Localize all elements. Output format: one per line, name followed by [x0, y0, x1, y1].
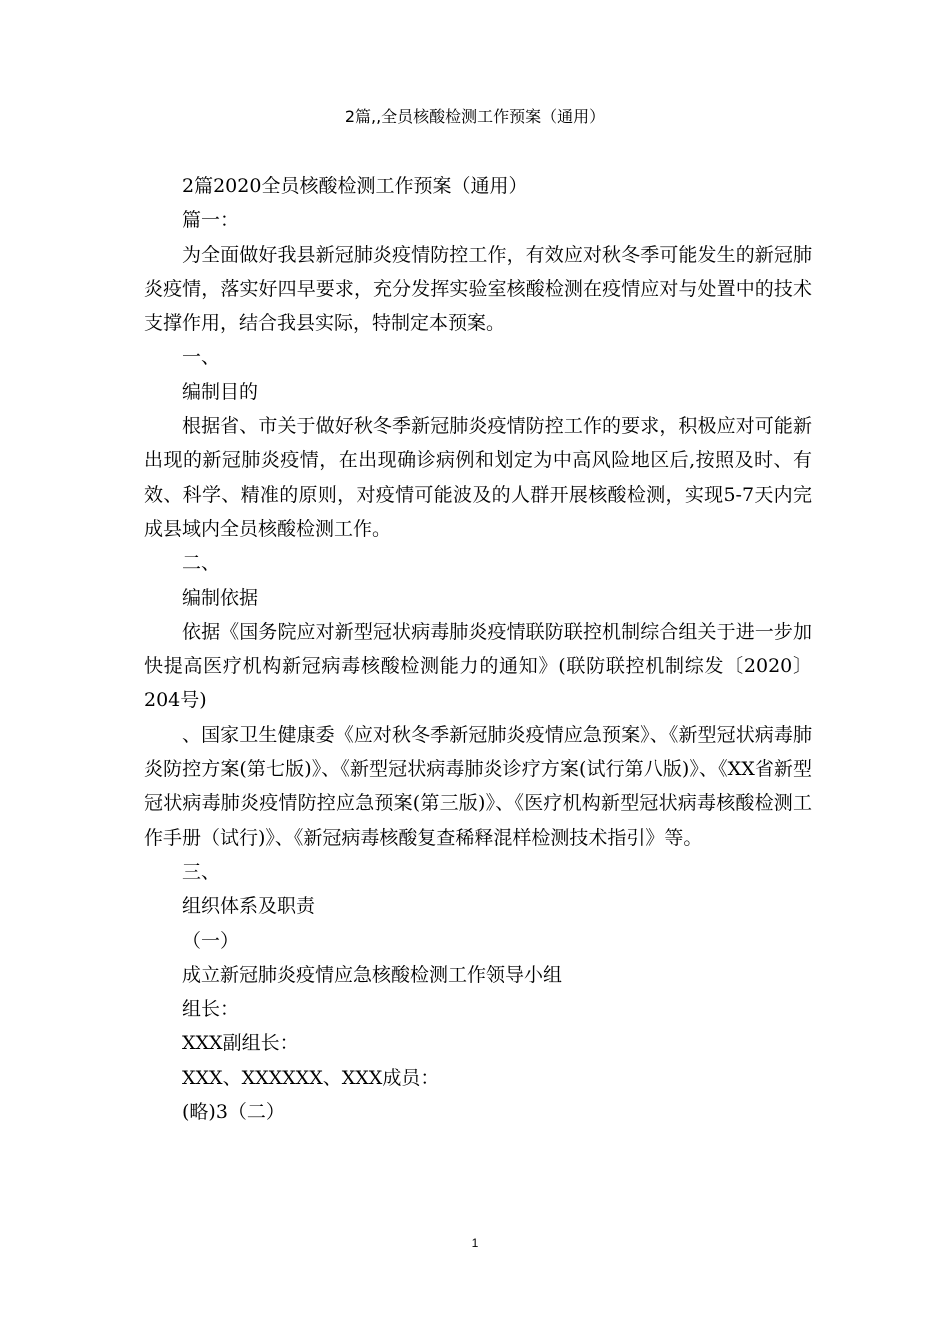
paragraph-intro: 为全面做好我县新冠肺炎疫情防控工作，有效应对秋冬季可能发生的新冠肺炎疫情，落实好四早要求，充分发挥实验室核酸检测在疫情应对与处置中的技术支撑作用，结合我县实际，特制定本预案。 [144, 243, 812, 335]
paragraph-subtitle: 2篇2020全员核酸检测工作预案（通用） [182, 175, 528, 197]
section-heading-organization: 组织体系及职责 [182, 895, 316, 918]
section-number-2: 二、 [182, 552, 221, 575]
page-title: 2篇,,全员核酸检测工作预案（通用） [344, 107, 606, 126]
section-number-1: 一、 [182, 346, 221, 369]
paragraph-basis-2: 、国家卫生健康委《应对秋冬季新冠肺炎疫情应急预案》、《新型冠状病毒肺炎防控方案(第七版)》、《新型冠状病毒肺炎诊疗方案(试行第八版)》、《XX省新型冠状病毒肺炎疫情防控应急预案(第三版)》、《医疗机构新型冠状病毒核酸检测工作手册（试行)》、《新冠病毒核酸复查稀释混样检测技术指引》等。 [144, 723, 812, 849]
subsection-number-1: （一） [182, 929, 240, 952]
section-heading-basis: 编制依据 [182, 586, 259, 609]
section-heading-purpose: 编制目的 [182, 380, 259, 403]
section-number-3: 三、 [182, 860, 221, 883]
paragraph-purpose: 根据省、市关于做好秋冬季新冠肺炎疫情防控工作的要求，积极应对可能新出现的新冠肺炎疫情，在出现确诊病例和划定为中高风险地区后,按照及时、有效、科学、精准的原则，对疫情可能波及的人群开展核酸检测，实现5-7天内完成县域内全员核酸检测工作。 [144, 415, 812, 540]
line-omitted: (略)3（二） [182, 1101, 285, 1124]
page-number: 1 [471, 1236, 479, 1250]
paragraph-part-one: 篇一： [182, 209, 240, 232]
line-members: XXX、XXXXXX、XXX成员： [182, 1066, 440, 1089]
line-deputy-leader: XXX副组长： [182, 1032, 299, 1055]
document-body [144, 169, 812, 1129]
line-leader: 组长： [182, 998, 240, 1021]
paragraph-basis-1: 依据《国务院应对新型冠状病毒肺炎疫情联防联控机制综合组关于进一步加快提高医疗机构新冠病毒核酸检测能力的通知》(联防联控机制综发〔2020〕204号) [144, 620, 812, 712]
subsection-heading-leadership: 成立新冠肺炎疫情应急核酸检测工作领导小组 [182, 963, 563, 986]
